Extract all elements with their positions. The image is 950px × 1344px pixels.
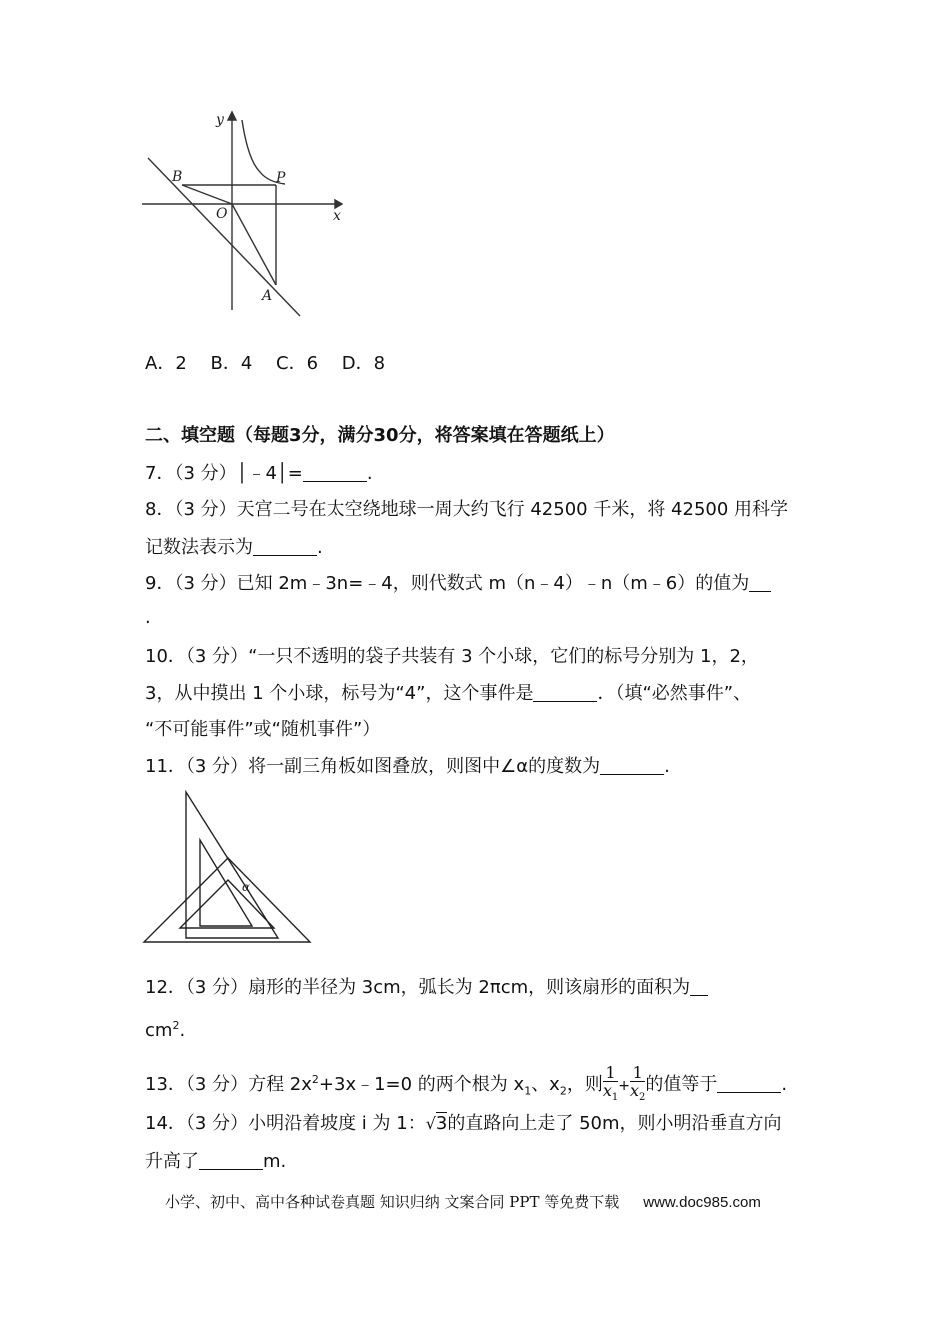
label-a: A [262,288,273,304]
answer-blank [749,573,771,592]
answer-blank [600,756,664,775]
question-13 [145,1064,787,1106]
label-o: O [216,206,228,222]
q10-text: 3，从中摸出 1 个小球，标号为“4”，这个事件是 [145,683,534,704]
q7-end: . [366,463,373,484]
q13-plus: + [618,1078,630,1095]
section-2-title: 二、填空题（每题3分，满分30分，将答案填在答题纸上） [145,425,615,446]
answer-blank [199,1151,263,1170]
footer-url[interactable]: www.doc985.com [643,1194,761,1211]
question-9-line-1 [145,572,771,596]
q13-sub1: 1 [524,1084,532,1098]
q13-pre: 13．（3 分）方程 2x [145,1074,312,1096]
q13-post: ，则 [566,1074,603,1096]
fraction-1-over-x2: $\frac{1}{x_2}$ [629,1063,646,1104]
q13-sub2: 2 [559,1084,567,1098]
x-arrow [335,200,342,208]
question-9-line-2: . [145,607,151,628]
small-triangle-outer [144,858,310,942]
q10-tail: ．（填“必然事件”、 [597,683,752,704]
set-squares-figure [140,788,315,950]
q9-text: 9．（3 分）已知 2m﹣3n=﹣4，则代数式 m（n﹣4）﹣n（m﹣6）的值为 [145,573,750,594]
q13-end: . [781,1074,788,1096]
q13-tail: 的值等于 [645,1074,718,1096]
q14-post: 的直路向上走了 50m，则小明沿垂直方向 [447,1113,782,1134]
q14-end: m. [263,1151,287,1172]
q12-text: 12．（3 分）扇形的半径为 3cm，弧长为 2πcm，则该扇形的面积为 [145,977,691,998]
q13-sep: 、x [531,1074,560,1096]
fraction-1-over-x1: $\frac{1}{x_1}$ [602,1063,619,1104]
label-y: y [216,112,224,128]
answer-blank [690,977,708,996]
question-7 [145,462,373,486]
q8-end: . [317,537,323,558]
q11-text: 11．（3 分）将一副三角板如图叠放，则图中∠α的度数为 [145,756,601,777]
question-8-line-2 [145,536,323,560]
q12-end: . [179,1020,186,1041]
answer-blank [303,463,367,482]
question-12-line-2 [145,1014,185,1043]
answer-blank [533,683,597,702]
question-10-line-1: 10．（3 分）“一只不透明的袋子共装有 3 个小球，它们的标号分别为 1，2， [145,646,759,667]
answer-blank [253,537,317,556]
label-x: x [333,208,341,224]
q7-text: 7．（3 分）│﹣4│= [145,463,303,484]
small-triangle-inner [180,880,274,928]
q8-text: 记数法表示为 [145,537,253,558]
q14-text-2: 升高了 [145,1151,199,1172]
segment-oa [232,204,276,285]
question-10-line-3: “不可能事件”或“随机事件”） [145,719,381,740]
q12-unit-exp: 2 [172,1019,180,1032]
question-14-line-2 [145,1150,286,1174]
answer-blank [717,1074,781,1093]
question-10-line-2 [145,682,751,706]
sqrt-symbol: √ [425,1114,436,1133]
label-p: P [276,170,286,186]
label-b: B [172,169,183,185]
q11-end: . [664,756,670,777]
page-footer [165,1191,761,1212]
question-12-line-1 [145,976,708,1000]
q12-unit: cm [145,1020,173,1041]
question-11 [145,755,670,779]
q13-sup: 2 [311,1073,319,1087]
q13-mid: +3x﹣1=0 的两个根为 x [318,1074,525,1096]
footer-text: 小学、初中、高中各种试卷真题 知识归纳 文案合同 PPT 等免费下载 [165,1193,620,1211]
y-arrow [228,112,236,120]
alpha-label: α [242,880,251,894]
question-8-line-1: 8．（3 分）天宫二号在太空绕地球一周大约飞行 42500 千米，将 42500 用科学 [145,499,789,520]
sqrt-radicand: 3 [435,1113,448,1134]
coordinate-figure [140,110,350,320]
q14-text: 14．（3 分）小明沿着坡度 i 为 1： [145,1113,426,1134]
options-q6: A．2 B．4 C．6 D．8 [145,353,386,374]
question-14-line-1 [145,1112,782,1136]
